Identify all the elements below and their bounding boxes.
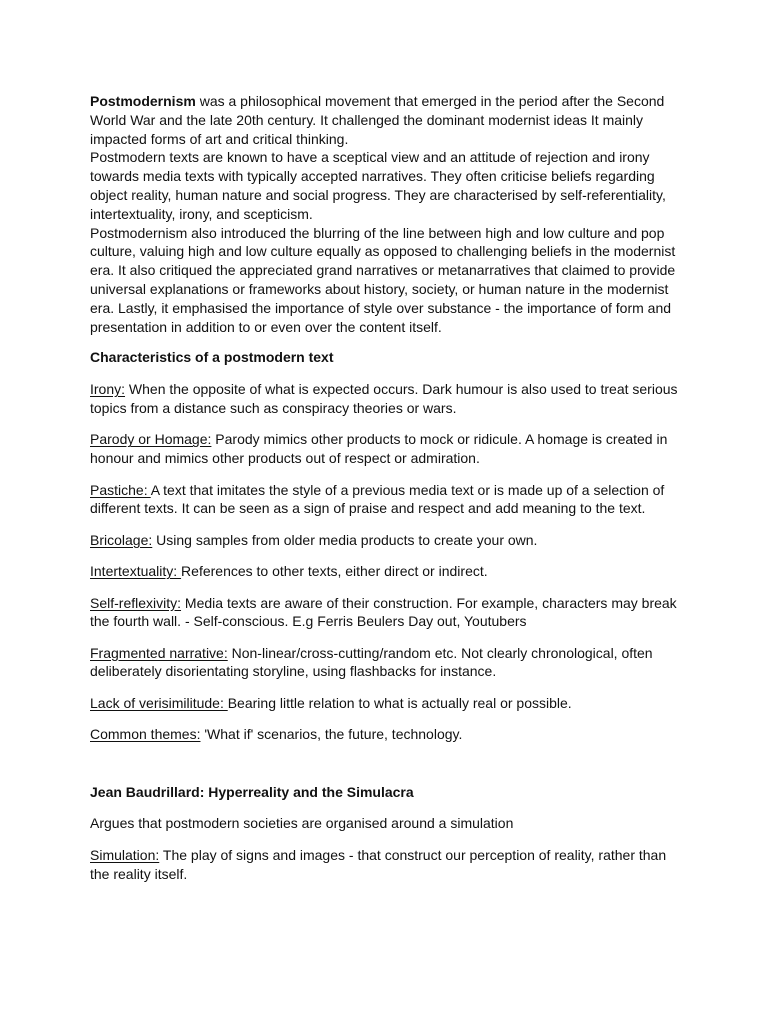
item-text: Media texts are aware of their construction. For example, characters may break the fourth wall. - Self-conscious. E.g Ferris Beulers Day out, Youtubers	[90, 594, 677, 630]
list-item	[90, 562, 678, 581]
list-item	[90, 430, 678, 468]
list-item	[90, 725, 678, 744]
list-item	[90, 531, 678, 550]
item-term: Irony:	[90, 381, 126, 398]
item-text: A text that imitates the style of a previous media text or is made up of a selection of different texts. It can be seen as a sign of praise and respect and add meaning to the text.	[90, 481, 665, 517]
list-item	[90, 380, 678, 418]
list-item	[90, 594, 678, 632]
postmodernism-term: Postmodernism	[90, 93, 196, 109]
item-text: Parody mimics other products to mock or ridicule. A homage is created in honour and mimics other products out of respect or admiration.	[90, 431, 668, 467]
intro-paragraph-2: Postmodern texts are known to have a sceptical view and an attitude of rejection and irony towards media texts with typically accepted narratives. They often criticise beliefs regarding object reality, human nature and social progress. They are characterised by self-referentiality, intertextuality, irony, and scepticism.	[90, 149, 666, 222]
section-spacer	[90, 757, 678, 783]
item-text: When the opposite of what is expected occurs. Dark humour is also used to treat serious topics from a distance such as conspiracy theories or wars.	[90, 381, 678, 416]
intro-paragraph-3: Postmodernism also introduced the blurring of the line between high and low culture and pop culture, valuing high and low culture equally as opposed to challenging beliefs in the modernist era. It also critiqued the appreciated grand narratives or metanarratives that claimed to provide universal explanations or frameworks about history, society, or human nature in the modernist era. Lastly, it emphasised the importance of style over substance - the importance of form and presentation in addition to or even over the content itself.	[90, 224, 676, 335]
item-text: References to other texts, either direct or indirect.	[181, 563, 488, 580]
baudrillard-intro: Argues that postmodern societies are organised around a simulation	[90, 815, 514, 832]
intro-section	[90, 92, 678, 336]
item-term: Common themes:	[90, 726, 201, 743]
item-term: Bricolage:	[90, 531, 153, 548]
baudrillard-heading: Jean Baudrillard: Hyperreality and the Simulacra	[90, 783, 414, 800]
item-text: Non-linear/cross-cutting/random etc. Not clearly chronological, often deliberately disorientating storyline, using flashbacks for instance.	[90, 644, 653, 680]
characteristics-heading: Characteristics of a postmodern text	[90, 349, 334, 366]
item-text: Bearing little relation to what is actually real or possible.	[227, 694, 572, 711]
intro-paragraph-1	[90, 92, 678, 148]
intro-paragraph-1-text: was a philosophical movement that emerged in the period after the Second World War and the late 20th century. It challenged the dominant modernist ideas It mainly impacted forms of art and critical thinking.	[90, 93, 665, 147]
item-term: Self-reflexivity:	[90, 594, 182, 611]
item-term: Lack of verisimilitude:	[90, 694, 228, 711]
item-text: 'What if' scenarios, the future, technology.	[200, 726, 463, 743]
item-term: Intertextuality:	[90, 563, 182, 580]
list-item	[90, 694, 678, 713]
simulation-term: Simulation:	[90, 847, 160, 864]
list-item	[90, 481, 678, 519]
item-term: Pastiche:	[90, 481, 151, 498]
characteristics-list	[90, 380, 678, 744]
simulation-definition	[90, 846, 678, 884]
simulation-text: The play of signs and images - that construct our perception of reality, rather than the reality itself.	[90, 847, 667, 883]
item-text: Using samples from older media products to create your own.	[152, 531, 538, 548]
list-item	[90, 644, 678, 682]
item-term: Fragmented narrative:	[90, 644, 228, 661]
item-term: Parody or Homage:	[90, 431, 212, 448]
